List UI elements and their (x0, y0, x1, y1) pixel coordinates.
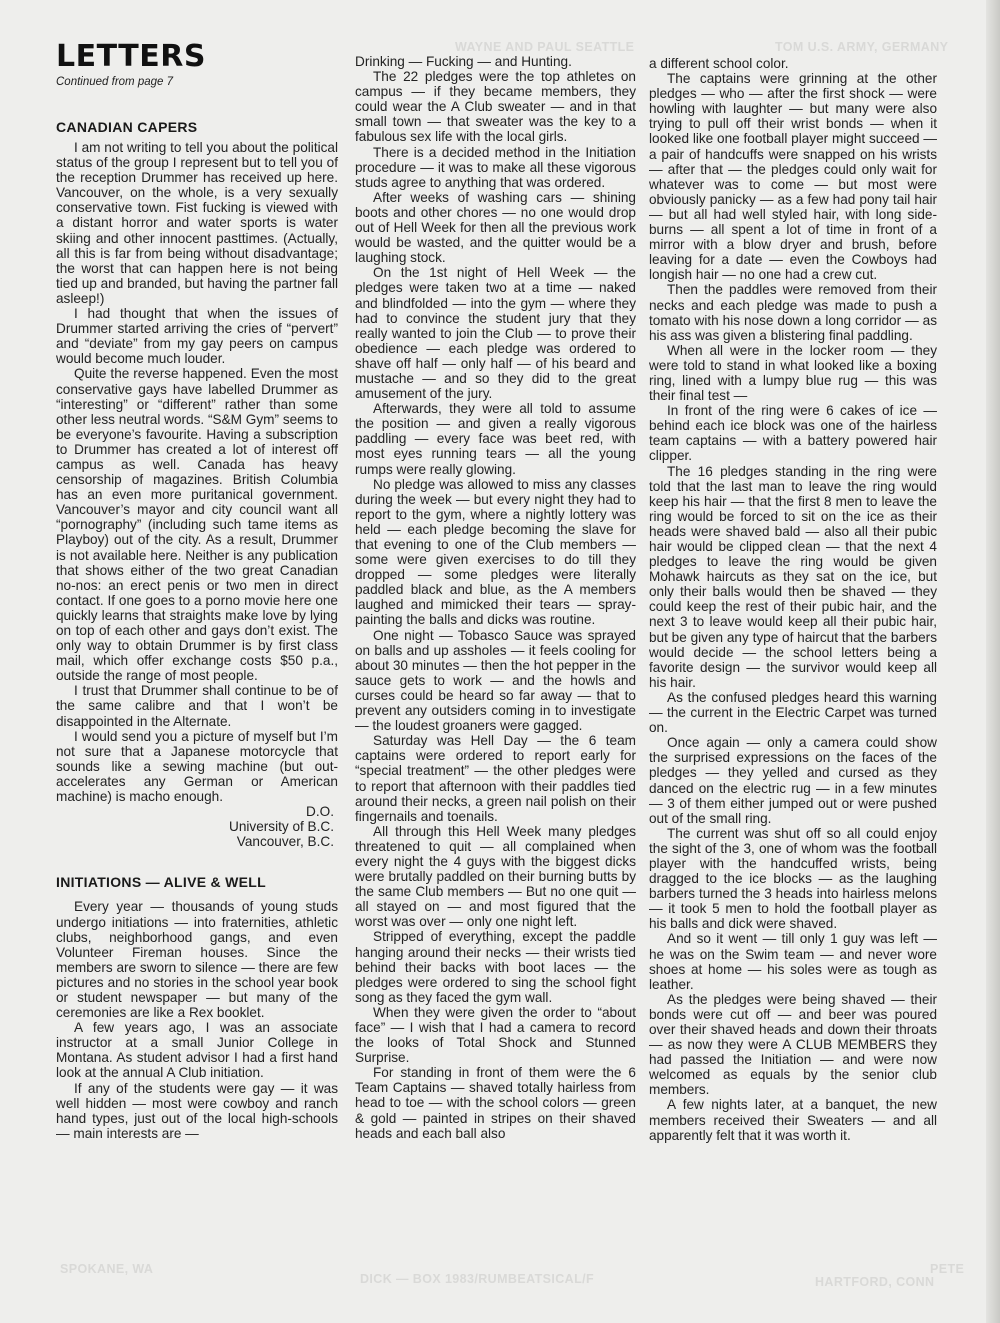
paragraph: Saturday was Hell Day — the 6 team captains were ordered to report early for “special treatment” — the other pledges were to report that afternoon with their paddles tied around their necks, a green nail polish on their fingernails and toenails. (355, 733, 636, 824)
paragraph: If any of the students were gay — it was well hidden — most were cowboy and ranch hand types, just out of the local high-schools — main interests are — (56, 1080, 338, 1141)
signature-school: University of B.C. (229, 819, 334, 835)
bleed-through-text: PETE (930, 1262, 965, 1276)
bleed-through-text: WAYNE AND PAUL SEATTLE (455, 40, 635, 54)
bleed-through-text: DICK — BOX 1983/RUMBEATSICAL/F (360, 1272, 595, 1286)
paragraph: As the pledges were being shaved — their bonds were cut off — and beer was poured over their shaved heads and down their throats — as now they were A CLUB MEMBERS they had passed the Initiation — and were now welcomed as equals by the senior club members. (649, 991, 937, 1098)
column-1 (56, 0, 338, 1141)
paragraph: Then the paddles were removed from their necks and each pledge was made to push a tomato with his nose down a long corridor — as his ass was given a blistering final paddling. (649, 282, 937, 343)
paragraph: There is a decided method in the Initiation procedure — it was to make all these vigorous studs agree to anything that was ordered. (355, 144, 636, 190)
paragraph: And so it went — till only 1 guy was left — he was on the Swim team — and never wore shoes at home — his soles were as tough as leather. (649, 931, 937, 992)
paragraph: I trust that Drummer shall continue to be of the same calibre and that I won’t be disappointed in the Alternate. (56, 683, 338, 729)
letter-heading-initiations: INITIATIONS — ALIVE & WELL (56, 874, 267, 891)
page-title: LETTERS (56, 39, 206, 74)
paragraph: I am not writing to tell you about the political status of the group I represent but to tell you of the reception Drummer has received up here. Vancouver, on the whole, is a very sexually conservative town. Fist fucking is viewed with a distant horror and water sports is water skiing and other innocent pasttimes. (Actually, all this is far from being without disadvantage; the worst that can happen here is not being tied up and branded, but having the partner fall asleep!) (56, 140, 338, 306)
paragraph: I had thought that when the issues of Drummer started arriving the cries of “pervert” and “deviate” from my gay peers on campus would become much louder. (56, 306, 338, 367)
paragraph: Stripped of everything, except the paddle hanging around their necks — their wrists tied behind their backs with boot laces — the pledges were ordered to sing the school fight song as they faced the gym wall. (355, 929, 636, 1005)
paragraph: As the confused pledges heard this warning — the current in the Electric Carpet was turned on. (649, 689, 937, 736)
bleed-through-text: HARTFORD, CONN (815, 1275, 935, 1289)
paragraph: Once again — only a camera could show the surprised expressions on the faces of the pledges — they yelled and cursed as they danced on the electric rug — in a few minutes — 3 of them either jumped out or were pushed out of the small ring. (649, 735, 937, 826)
letter-heading-canadian-capers: CANADIAN CAPERS (56, 119, 198, 135)
paragraph: After weeks of washing cars — shining boots and other chores — no one would drop out of Hell Week for then all the previous work would be wasted, and the quitter would be a laughing stock. (355, 189, 636, 266)
paragraph: On the 1st night of Hell Week — the pledges were taken two at a time — naked and blindfolded — into the gym — where they had to convince the student jury that they really wanted to join the Club — to prove their obedience — each pledge was ordered to shave off half — only half — of his beard and mustache — and so they did to the great amusement of the jury. (355, 265, 636, 402)
paragraph: The 22 pledges were the top athletes on campus — if they became members, they could wear the A Club sweater — and in that small town — that sweater was the key to a fabulous sex life with the local girls. (355, 69, 636, 145)
paragraph: For standing in front of them were the 6 Team Captains — shaved totally hairless from head to toe — with the school colors — green & gold — painted in stripes on their shaved heads and each ball also (355, 1065, 636, 1141)
paragraph: One night — Tobasco Sauce was sprayed on balls and up assholes — it feels cooling for about 30 minutes — then the hot pepper in the sauce gets to work — and the howls and curses could be heard so far away — that to prevent any outsiders coming in to investigate — the loudest groaners were gagged. (355, 627, 636, 734)
paragraph-continued: a different school color. (649, 56, 789, 71)
paragraph: When they were given the order to “about face” — I wish that I had a camera to record the looks of Total Shock and Stunned Surprise. (355, 1004, 636, 1066)
paragraph: A few years ago, I was an associate instructor at a small Junior College in Montana. As student advisor I had a first hand look at the annual A Club initiation. (56, 1020, 338, 1081)
continued-note: Continued from page 7 (56, 76, 173, 88)
paragraph: Afterwards, they were all told to assume the position — and given a really vigorous paddling — every face was beet red, with most eyes running tears — all the young rumps were really glowing. (355, 401, 636, 477)
column-3 (649, 0, 937, 1143)
bleed-through-text: TOM U.S. ARMY, GERMANY (775, 40, 949, 54)
paragraph: Quite the reverse happened. Even the most conservative gays have labelled Drummer as “interesting” or “different” rather than some other less neutral words. “S&M Gym” seems to be everyone’s favourite. Having a subscription to Drummer has created a lot of interest off campus as well. Canada has heavy censorship of magazines. British Columbia has an even more puritanical government. Vancouver’s mayor and city council want all “pornography” (including such tame items as Playboy) out of the city. As a result, Drummer is not available here. Neither is any publication that shows either of the two great Canadian no-nos: an erect penis or two men in direct contact. If one goes to a porno movie here one quickly learns that straights make love by lying on top of each other and gays don’t exist. The only way to obtain Drummer is by first class mail, which offer exchange costs $50 p.a., outside the range of most people. (56, 366, 338, 684)
page-edge-shadow (986, 0, 1000, 1323)
paragraph: The current was shut off so all could enjoy the sight of the 3, one of whom was the football player with the handcuffed wrists, being dragged to the ice blocks — as the laughing barbers turned the 3 heads into hairless melons — it took 5 men to hold the football player as his balls and dick were shaved. (649, 825, 937, 932)
paragraph: Every year — thousands of young studs undergo initiations — into fraternities, athletic clubs, neighborhood gangs, and even Volunteer Fireman houses. Since the members are sworn to silence — there are few pictures and no stories in the school year book or student newspaper — but many of the ceremonies are like a Rex booklet. (56, 899, 338, 1021)
paragraph-continued: Drinking — Fucking — and Hunting. (355, 54, 572, 69)
paragraph: When all were in the locker room — they were told to stand in what looked like a boxing ring, lined with a lumpy blue rug — this was their final test — (649, 342, 937, 404)
paragraph: All through this Hell Week many pledges threatened to quit — all complained when every night the 4 guys with the biggest dicks were brutally paddled on their burning butts by the same Club members — But no one quit — all stayed on — and most figured that the worst was over — only one night left. (355, 823, 636, 930)
paragraph: The captains were grinning at the other pledges — who — after the first shock — were howling with laughter — but many were also trying to pull off their wrist bonds — when it looked like one football player might succeed — a pair of handcuffs were snapped on his wrists — after that — the pledges could only wait for whatever was to come — but most were obviously panicky — as a few had pony tail hair — but all had well styled hair, with long side-burns — all spent a lot of time in front of a mirror with a blow dryer and brush, before leaving for a date — even the Cowboys had longish hair — no one had a crew cut. (649, 71, 937, 283)
signature-city: Vancouver, B.C. (236, 834, 334, 850)
paragraph: The 16 pledges standing in the ring were told that the last man to leave the ring would keep his hair — that the first 8 men to leave the ring would be forced to sit on the ice as their heads were shaved bald — also all their pubic hair would be clipped clean — that the next 4 pledges to leave the ring would be given Mohawk haircuts as they sat on the ice, but only their balls would then be shaved — they could keep the rest of their pubic hair, and the next 3 to leave would keep all their pubic hair, but be given any type of haircut that the barbers would decide — the school letters being a favorite design — the survivor would keep all his hair. (649, 463, 937, 690)
signature-initials: D.O. (306, 804, 334, 820)
paragraph: No pledge was allowed to miss any classes during the week — but every night they had to report to the gym, where a nightly lottery was held — each pledge becoming the slave for that evening to one of the Club members — some were given exercises to do till they dropped — some pledges were literally paddled black and blue, as the A members laughed and mimicked their tears — spray-painting the balls and dicks was routine. (355, 476, 636, 628)
bleed-through-text: SPOKANE, WA (60, 1262, 154, 1276)
paragraph: In front of the ring were 6 cakes of ice — behind each ice block was one of the hairless team captains — with a battery powered hair clipper. (649, 403, 937, 464)
paragraph: A few nights later, at a banquet, the new members received their Sweaters — and all apparently felt that it was worth it. (649, 1097, 937, 1143)
paragraph: I would send you a picture of myself but I’m not sure that a Japanese motorcycle that sounds like a sewing machine (but out-accelerates any German or American machine) is macho enough. (56, 728, 338, 805)
column-2 (355, 0, 636, 1141)
